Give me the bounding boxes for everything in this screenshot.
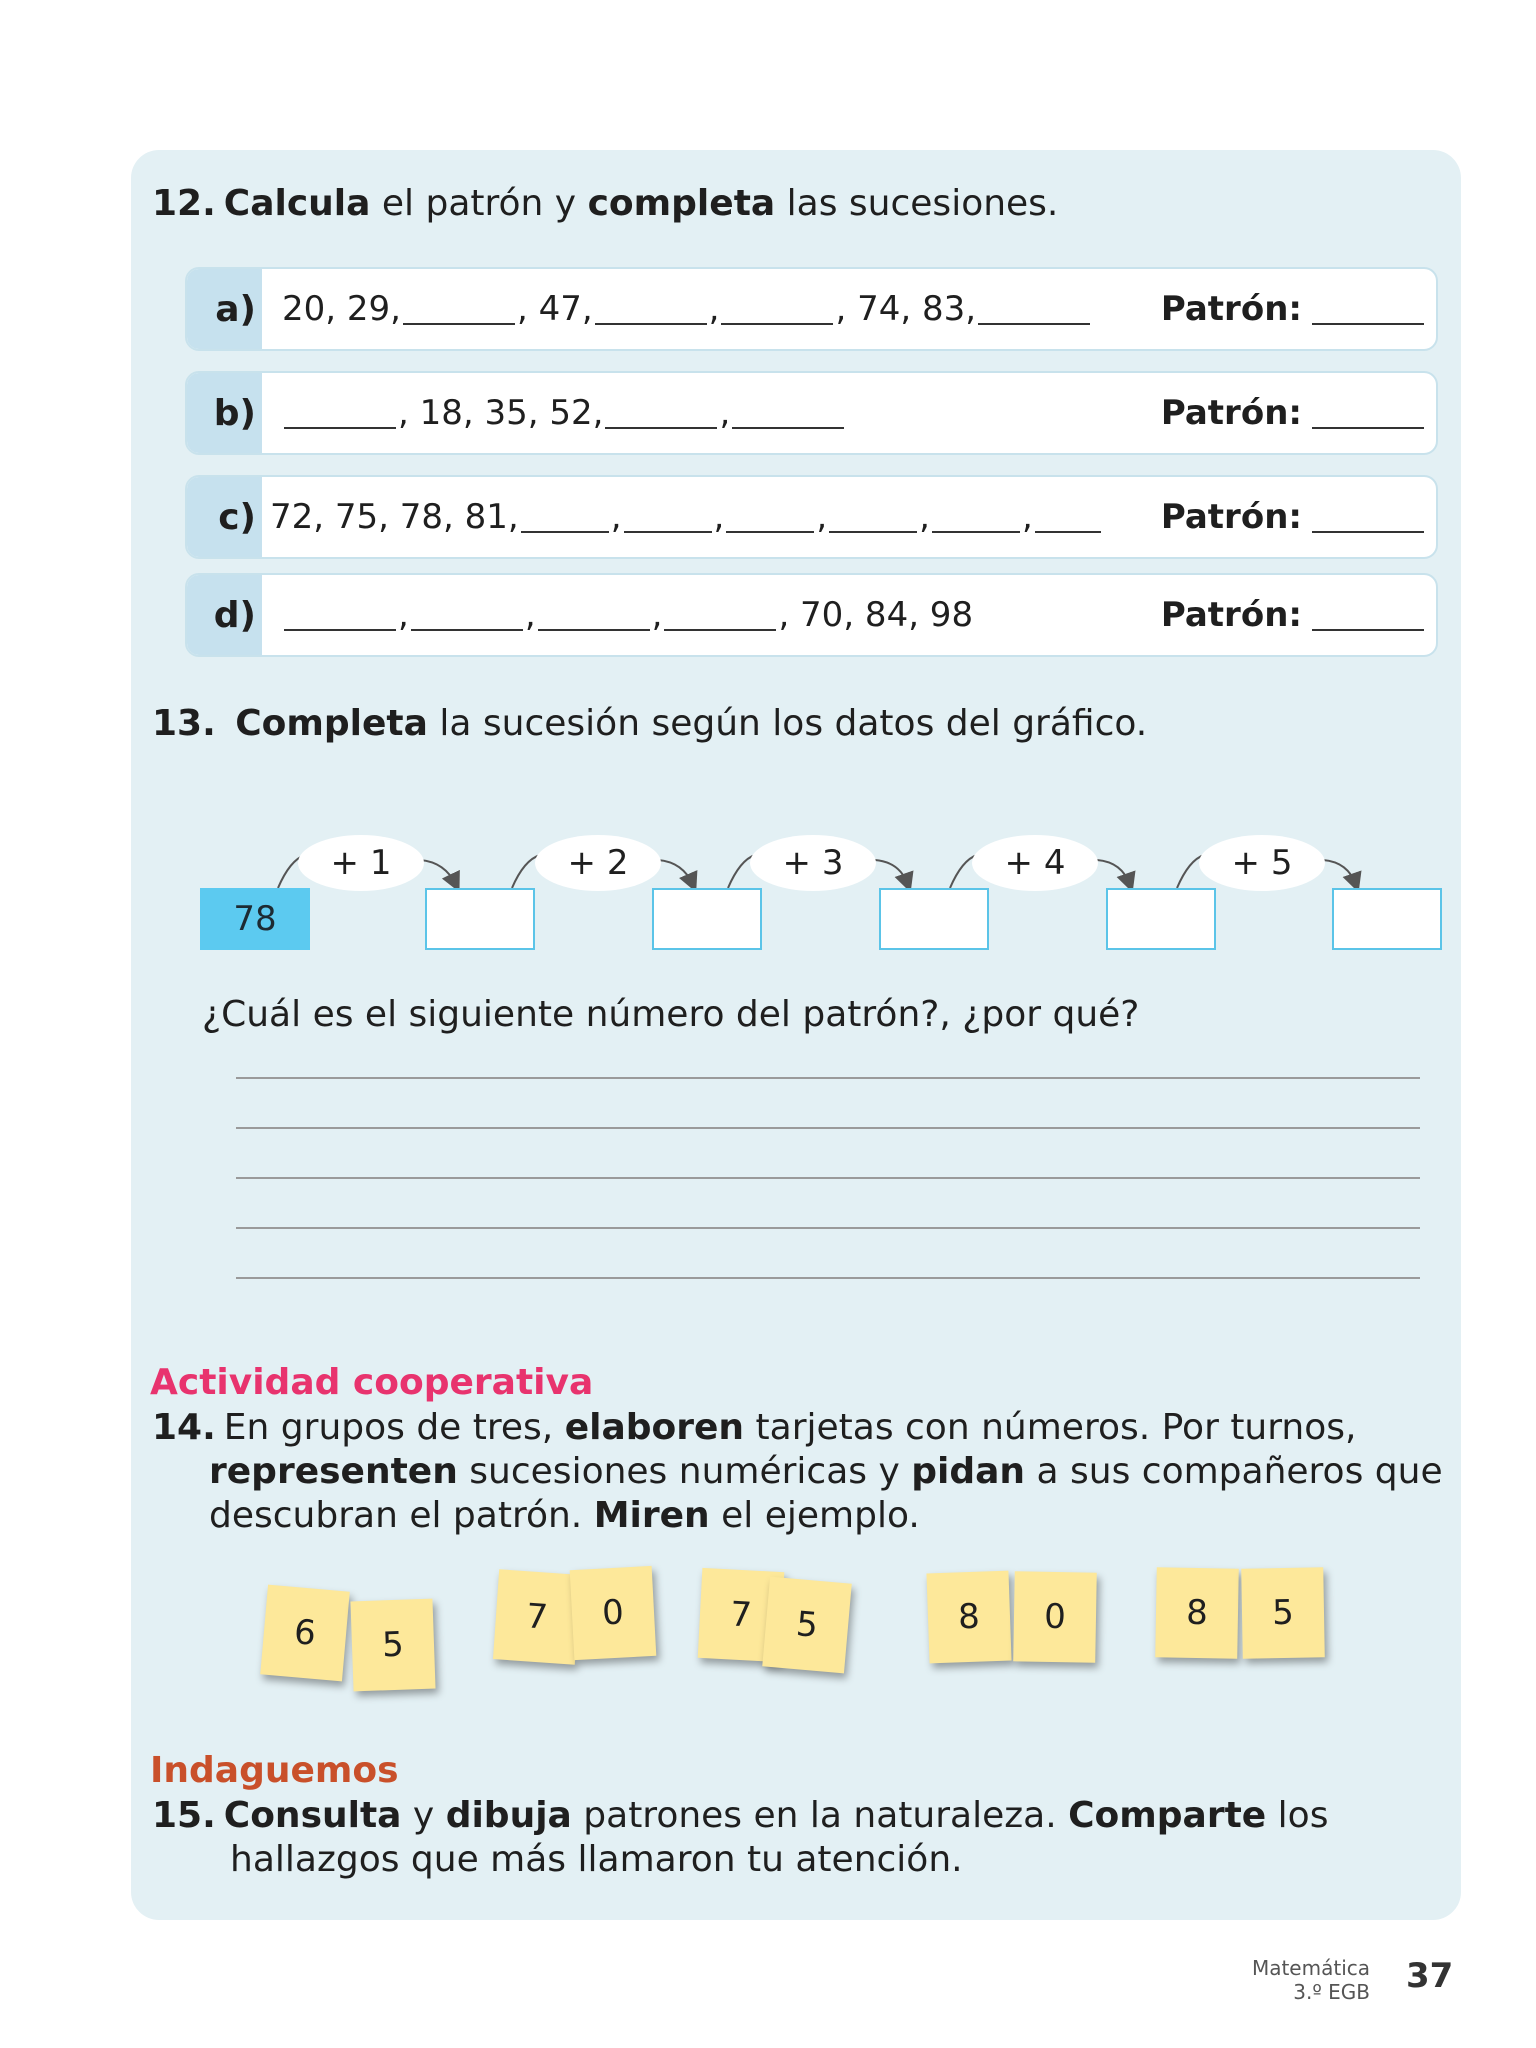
number-card: 7 [493, 1569, 581, 1665]
row-letter: d) [187, 575, 262, 655]
writing-line[interactable] [236, 1177, 1420, 1179]
answer-box[interactable] [1332, 888, 1442, 950]
writing-line[interactable] [236, 1227, 1420, 1229]
q15-line-1: 15. Consulta y dibuja patrones en la naturaleza. Comparte los [152, 1795, 1329, 1836]
number-card: 8 [926, 1571, 1011, 1664]
patron-field: Patrón: [1161, 269, 1426, 349]
patron-field: Patrón: [1161, 477, 1426, 557]
row-letter: b) [187, 373, 262, 453]
q14-line-2: representen sucesiones numéricas y pidan a sus compañeros que [209, 1451, 1443, 1492]
patron-field: Patrón: [1161, 373, 1426, 453]
number-card: 6 [260, 1585, 350, 1682]
q13-prompt: 13. Completa la sucesión según los datos del gráfico. [152, 703, 1148, 744]
answer-box[interactable] [425, 888, 535, 950]
number-card: 5 [762, 1577, 852, 1674]
answer-box[interactable] [1106, 888, 1216, 950]
q14-line-1: 14. En grupos de tres, elaboren tarjetas con números. Por turnos, [152, 1407, 1357, 1448]
q15-line-2: hallazgos que más llamaron tu atención. [230, 1839, 963, 1880]
step-bubble: + 3 [750, 835, 876, 891]
q13-question: ¿Cuál es el siguiente número del patrón?, ¿por qué? [202, 994, 1140, 1035]
page-number: 37 [1406, 1956, 1454, 1996]
number-card: 5 [1241, 1567, 1325, 1658]
row-letter: a) [187, 269, 262, 349]
number-card: 7 [698, 1568, 785, 1662]
step-bubble: + 4 [972, 835, 1098, 891]
answer-box[interactable] [879, 888, 989, 950]
row-letter: c) [187, 477, 262, 557]
writing-line[interactable] [236, 1077, 1420, 1079]
q12-prompt: 12. Calcula el patrón y completa las sucesiones. [152, 183, 1059, 224]
footer-grade: 3.º EGB [1293, 1980, 1370, 2004]
writing-line[interactable] [236, 1277, 1420, 1279]
number-card: 8 [1155, 1567, 1239, 1658]
sequence: 20, 29, , 47, , , 74, 83, [282, 269, 1092, 349]
answer-box[interactable] [652, 888, 762, 950]
sequence: , 18, 35, 52, , [282, 373, 846, 453]
writing-line[interactable] [236, 1127, 1420, 1129]
number-card: 0 [570, 1566, 657, 1660]
step-bubble: + 5 [1199, 835, 1325, 891]
section-title-cooperative: Actividad cooperativa [150, 1362, 594, 1403]
footer-subject: Matemática [1251, 1956, 1370, 1980]
patron-field: Patrón: [1161, 575, 1426, 655]
q14-line-3: descubran el patrón. Miren el ejemplo. [209, 1495, 920, 1536]
number-card: 5 [350, 1599, 435, 1692]
sequence: 72, 75, 78, 81, , , , , , [270, 477, 1103, 557]
number-card: 0 [1013, 1571, 1097, 1662]
step-bubble: + 2 [535, 835, 661, 891]
section-title-inquiry: Indaguemos [150, 1750, 399, 1791]
step-bubble: + 1 [298, 835, 424, 891]
sequence: , , , , 70, 84, 98 [282, 575, 973, 655]
start-value-box: 78 [200, 888, 310, 950]
